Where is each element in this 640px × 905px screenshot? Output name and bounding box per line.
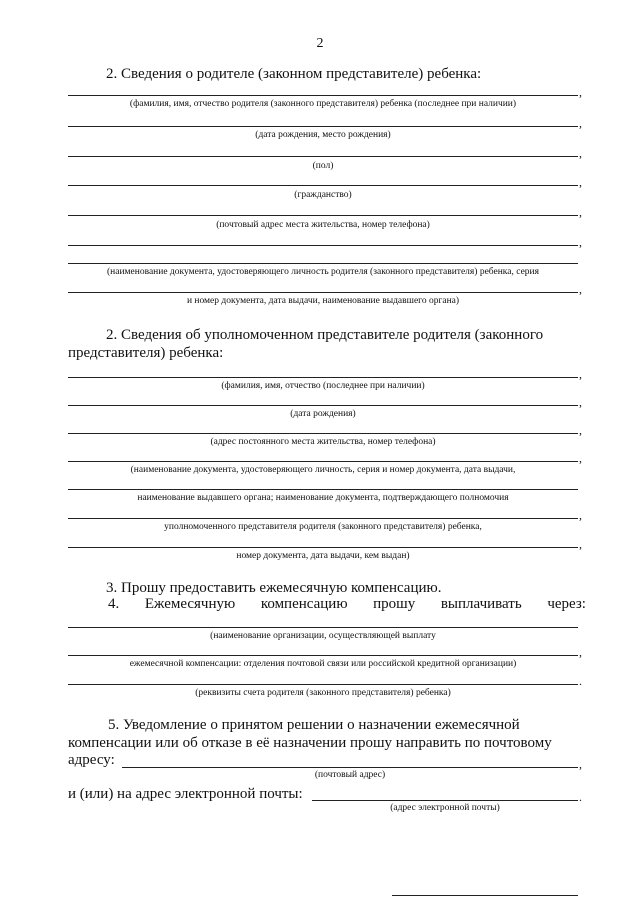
rep-document-field[interactable] <box>68 461 578 462</box>
section-authorized-heading-line2: представителя) ребенка: <box>68 345 224 361</box>
postal-address-field[interactable] <box>122 767 578 768</box>
rep-authority-caption-2: номер документа, дата выдачи, кем выдан) <box>236 551 410 561</box>
rep-authority-field[interactable] <box>68 518 578 519</box>
rep-document-field-2[interactable] <box>68 489 578 490</box>
parent-address-caption: (почтовый адрес места жительства, номер телефона) <box>216 220 430 230</box>
field-comma: , <box>579 235 582 249</box>
parent-sex-field[interactable] <box>68 156 578 157</box>
address-label: адресу: <box>68 752 115 768</box>
request-word: прошу <box>373 596 416 612</box>
parent-fio-field[interactable] <box>68 95 578 96</box>
payment-org-caption-2: ежемесячной компенсации: отделения почтовой связи или российской кредитной организации) <box>129 659 517 669</box>
payment-org-field-2[interactable] <box>68 655 578 656</box>
field-comma: , <box>579 757 582 771</box>
email-label: и (или) на адрес электронной почты: <box>68 786 303 802</box>
account-details-caption: (реквизиты счета родителя (законного представителя) ребенка) <box>195 688 451 698</box>
payment-org-caption: (наименование организации, осуществляющей выплату <box>210 631 436 641</box>
field-comma: , <box>579 85 582 99</box>
notice-line-2: компенсации или об отказе в её назначении прошу направить по почтовому <box>68 735 552 751</box>
email-caption: (адрес электронной почты) <box>390 803 500 813</box>
field-comma: , <box>579 645 582 659</box>
parent-document-field-2[interactable] <box>68 263 578 264</box>
rep-fio-field[interactable] <box>68 377 578 378</box>
request-word: компенсацию <box>260 596 348 612</box>
section-authorized-heading-line1: 2. Сведения об уполномоченном представителе родителя (законного <box>106 327 544 343</box>
parent-birth-caption: (дата рождения, место рождения) <box>255 130 391 140</box>
parent-document-caption-2: и номер документа, дата выдачи, наименование выдавшего органа) <box>186 296 460 306</box>
rep-authority-caption: уполномоченного представителя родителя (законного представителя) ребенка, <box>164 522 482 532</box>
rep-birth-caption: (дата рождения) <box>290 409 356 419</box>
request-word: 4. <box>108 596 120 612</box>
notice-paragraph <box>68 716 586 752</box>
request-line-4 <box>108 596 586 613</box>
field-comma: , <box>579 451 582 465</box>
rep-fio-caption: (фамилия, имя, отчество (последнее при наличии) <box>221 381 425 391</box>
section-authorized-heading <box>68 326 586 362</box>
field-comma: , <box>579 367 582 381</box>
parent-document-field[interactable] <box>68 245 578 246</box>
field-comma: , <box>579 537 582 551</box>
payment-org-field[interactable] <box>68 627 578 628</box>
parent-address-field[interactable] <box>68 215 578 216</box>
field-period: . <box>579 674 582 688</box>
parent-fio-caption: (фамилия, имя, отчество родителя (законного представителя) ребенка (последнее при наличии) <box>129 99 517 109</box>
field-comma: , <box>579 146 582 160</box>
section-parent-heading: 2. Сведения о родителе (законном представителе) ребенка: <box>106 66 482 82</box>
parent-citizenship-field[interactable] <box>68 185 578 186</box>
field-comma: , <box>579 423 582 437</box>
parent-sex-caption: (пол) <box>312 161 334 171</box>
request-line-3: 3. Прошу предоставить ежемесячную компенсацию. <box>106 580 442 596</box>
signature-line[interactable] <box>392 895 578 896</box>
account-details-field[interactable] <box>68 684 578 685</box>
parent-citizenship-caption: (гражданство) <box>294 190 352 200</box>
rep-birth-field[interactable] <box>68 405 578 406</box>
rep-address-field[interactable] <box>68 433 578 434</box>
notice-line-1: 5. Уведомление о принятом решении о назначении ежемесячной <box>108 717 520 733</box>
postal-address-caption: (почтовый адрес) <box>314 770 386 780</box>
email-field[interactable] <box>312 800 578 801</box>
field-comma: , <box>579 395 582 409</box>
page-number: 2 <box>316 36 324 51</box>
request-word: через: <box>547 596 586 612</box>
rep-document-caption-2: наименование выдавшего органа; наименование документа, подтверждающего полномочия <box>137 493 509 503</box>
rep-address-caption: (адрес постоянного места жительства, номер телефона) <box>210 437 436 447</box>
request-word: выплачивать <box>440 596 522 612</box>
parent-document-field-3[interactable] <box>68 292 578 293</box>
field-comma: , <box>579 116 582 130</box>
rep-authority-field-2[interactable] <box>68 547 578 548</box>
parent-birth-field[interactable] <box>68 126 578 127</box>
field-comma: , <box>579 175 582 189</box>
field-comma: , <box>579 205 582 219</box>
request-word: Ежемесячную <box>144 596 236 612</box>
parent-document-caption: (наименование документа, удостоверяющего личность родителя (законного представителя) ребенка, серия <box>106 267 539 277</box>
field-comma: , <box>579 282 582 296</box>
rep-document-caption: (наименование документа, удостоверяющего личность, серия и номер документа, дата выдачи, <box>130 465 516 475</box>
field-comma: , <box>579 508 582 522</box>
field-period: . <box>579 790 582 804</box>
